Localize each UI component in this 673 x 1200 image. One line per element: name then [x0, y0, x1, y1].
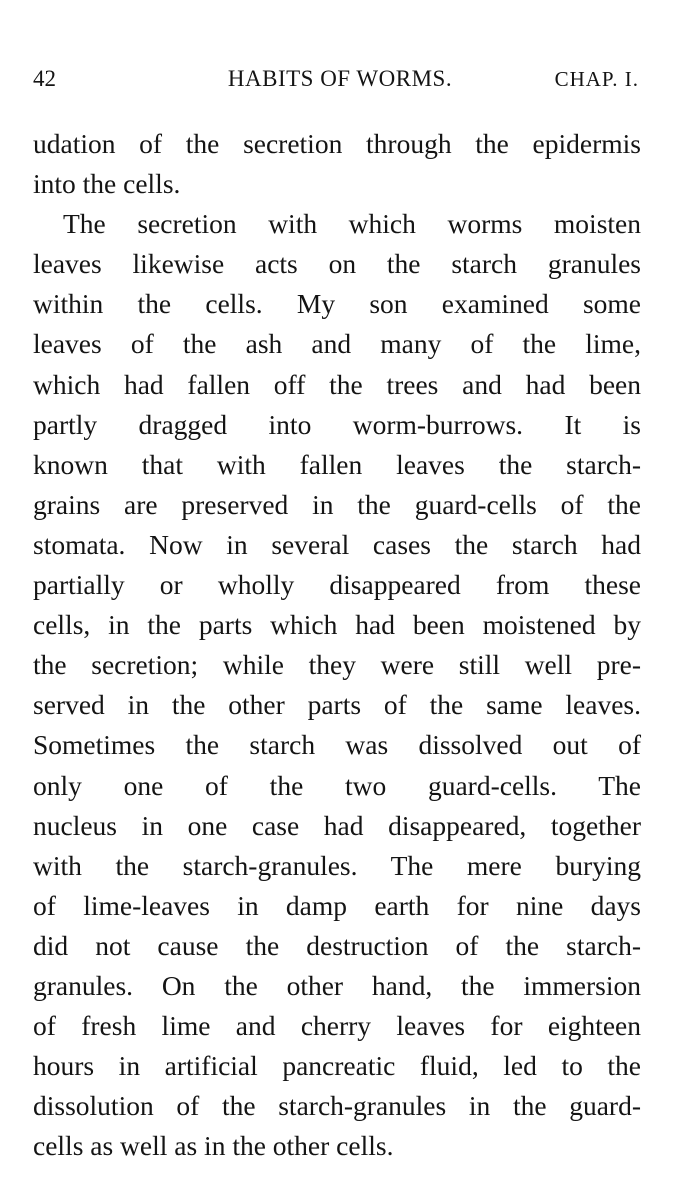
text-line: known that with fallen leaves the starch- [33, 448, 641, 480]
text-line: only one of the two guard-cells. The [33, 769, 641, 801]
text-line: dissolution of the starch-granules in the guard- [33, 1090, 641, 1122]
text-line: with the starch-granules. The mere burying [33, 849, 641, 881]
text-line: leaves of the ash and many of the lime, [33, 328, 641, 360]
text-line: the secretion; while they were still well pre- [33, 649, 641, 681]
text-line: into the cells. [33, 168, 181, 200]
text-line: leaves likewise acts on the starch granules [33, 248, 641, 280]
text-line: stomata. Now in several cases the starch had [33, 528, 641, 560]
text-line: Sometimes the starch was dissolved out of [33, 729, 641, 761]
running-title: HABITS OF WORMS. [227, 66, 453, 91]
page-number: 42 [33, 66, 56, 91]
text-line: partially or wholly disappeared from these [33, 569, 641, 601]
running-head [33, 62, 639, 96]
text-line: served in the other parts of the same leaves. [33, 689, 641, 721]
body-text [33, 124, 641, 1166]
text-line: of fresh lime and cherry leaves for eighteen [33, 1010, 641, 1042]
text-line: nucleus in one case had disappeared, together [33, 809, 641, 841]
text-line: partly dragged into worm-burrows. It is [33, 408, 641, 440]
text-line: within the cells. My son examined some [33, 288, 641, 320]
text-line: cells, in the parts which had been moistened by [33, 609, 641, 641]
text-line: udation of the secretion through the epidermis [33, 128, 641, 159]
text-line: granules. On the other hand, the immersion [33, 969, 641, 1001]
text-line: hours in artificial pancreatic fluid, led to the [33, 1050, 641, 1082]
text-line: did not cause the destruction of the starch- [33, 929, 641, 961]
text-line: The secretion with which worms moisten [63, 208, 641, 240]
text-line: which had fallen off the trees and had been [33, 368, 641, 400]
text-line: grains are preserved in the guard-cells of the [33, 488, 641, 520]
text-line: cells as well as in the other cells. [33, 1130, 394, 1162]
chapter-label: CHAP. I. [554, 67, 639, 91]
text-line: of lime-leaves in damp earth for nine days [33, 889, 641, 921]
